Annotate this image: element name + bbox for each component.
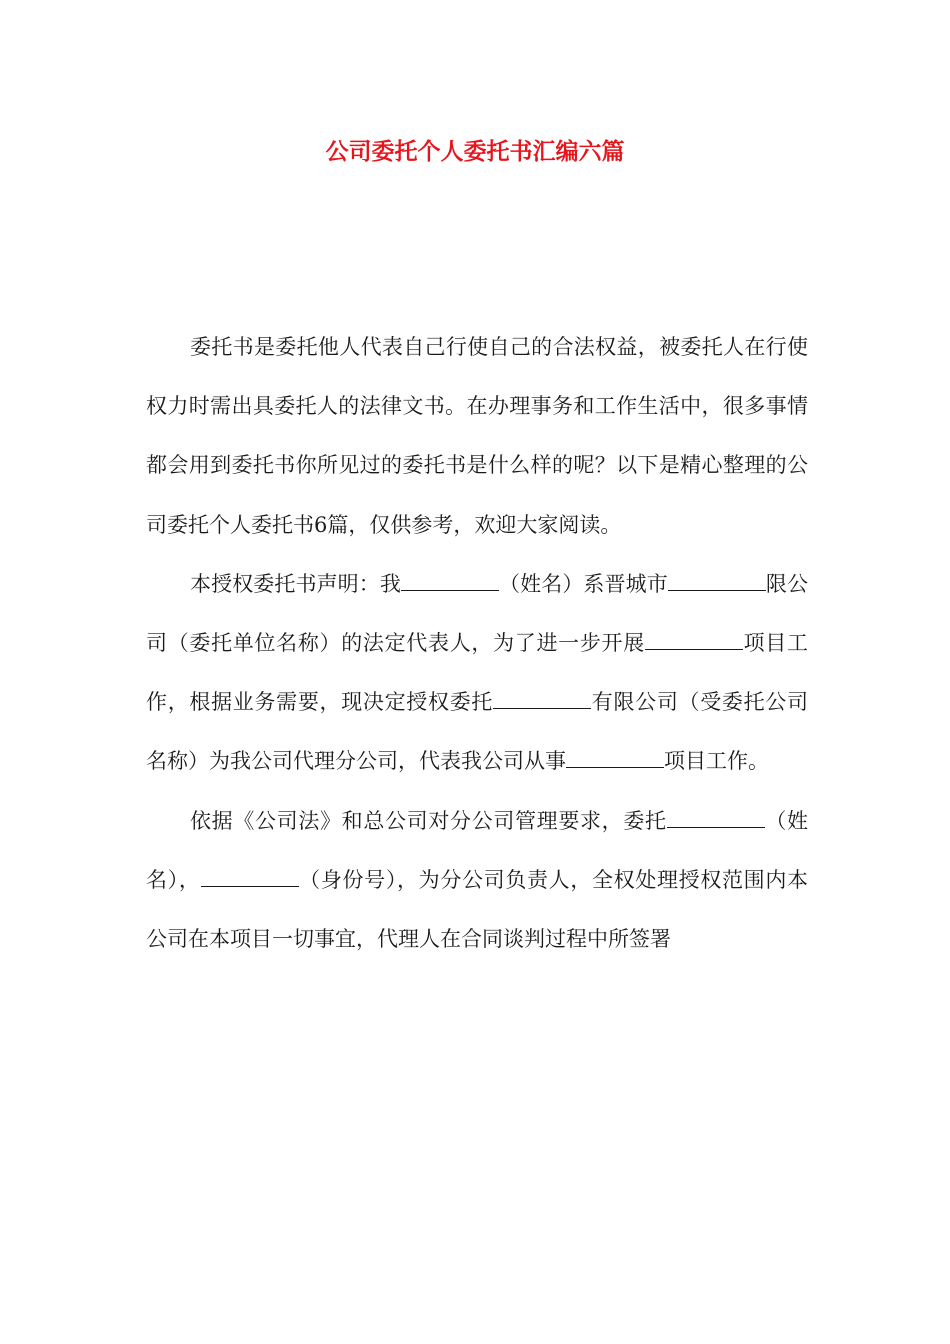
paragraph-text: 委托书是委托他人代表自己行使自己的合法权益，被委托人在行使权力时需出具委托人的法律文书。在办理事务和工作生活中，很多事情都会用到委托书你所见过的委托书是什么样的呢？以下是精心整理的公司委托个人委托书6篇，仅供参考，欢迎大家阅读。 — [146, 335, 808, 537]
paragraph-text: 本授权委托书声明：我 — [190, 571, 401, 596]
paragraph-text: 依据《公司法》和总公司对分公司管理要求，委托 — [190, 808, 667, 833]
fill-in-blank-company[interactable] — [668, 572, 766, 591]
fill-in-blank-trustee-company[interactable] — [493, 690, 591, 709]
document-title: 公司委托个人委托书汇编六篇 — [325, 138, 625, 165]
paragraph-text: 项目工作。 — [664, 749, 769, 774]
fill-in-blank-project-scope[interactable] — [566, 749, 664, 768]
paragraph-text: （身份号），为分公司负责人，全权处理授权范围内本公司在本项目一切事宜，代理人在合同谈判过程中所签署 — [146, 867, 808, 952]
paragraph-text: 限公司（委托单位名称）的法定代表人，为了进一步开展 — [146, 571, 809, 656]
document-body — [146, 318, 808, 969]
paragraph-basis — [146, 792, 808, 970]
fill-in-blank-project[interactable] — [645, 631, 743, 650]
paragraph-text: （姓名）系晋城市 — [498, 571, 668, 596]
paragraph-text: （姓名）， — [146, 808, 809, 892]
paragraph-text: 有限公司（受委托公司名称）为我公司代理分公司，代表我公司从事 — [146, 690, 809, 774]
paragraph-statement — [146, 555, 808, 792]
fill-in-blank-id-number[interactable] — [201, 868, 299, 887]
fill-in-blank-principal-name[interactable] — [667, 809, 765, 828]
fill-in-blank-name[interactable] — [401, 572, 499, 591]
paragraph-text: 项目工作，根据业务需要，现决定授权委托 — [146, 631, 808, 715]
paragraph-intro — [146, 318, 808, 555]
